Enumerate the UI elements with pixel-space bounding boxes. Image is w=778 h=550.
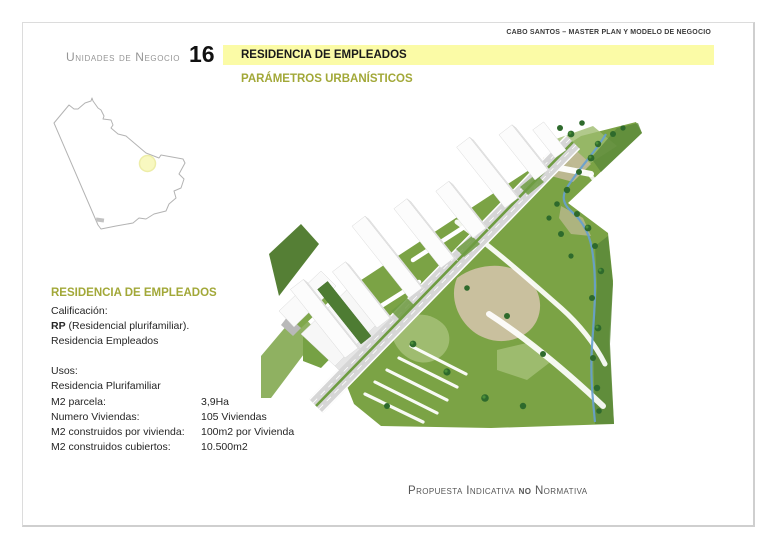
location-map [41, 93, 196, 238]
table-row [51, 395, 381, 410]
document-page [22, 22, 755, 527]
slide-number: 16 [189, 41, 215, 67]
calificacion-label: Calificación: [51, 305, 108, 317]
disclaimer [408, 485, 587, 497]
param-label: M2 parcela: [51, 396, 106, 408]
site-description-title: RESIDENCIA DE EMPLEADOS [51, 287, 217, 299]
section-label: Unidades de Negocio [66, 50, 181, 64]
disclaimer-post: Normativa [531, 485, 588, 497]
site-location-marker-icon [140, 156, 156, 172]
param-label: M2 construidos cubiertos: [51, 441, 171, 453]
region-outline-icon [54, 98, 185, 229]
disclaimer-pre: Propuesta Indicativa [408, 485, 519, 497]
spacer [51, 349, 286, 364]
table-row [51, 440, 381, 455]
master-plan-3d-render [261, 106, 651, 431]
calificacion-name: Residencia Empleados [51, 335, 159, 347]
table-row [51, 425, 381, 440]
site-description [51, 286, 286, 394]
calificacion-value [51, 319, 286, 334]
disclaimer-bold: no [518, 485, 532, 497]
param-value: 3,9Ha [201, 396, 230, 408]
param-value: 100m2 por Vivienda [201, 426, 295, 438]
param-label: Numero Viviendas: [51, 411, 140, 423]
usos-value: Residencia Plurifamiliar [51, 380, 161, 392]
table-row [51, 410, 381, 425]
calificacion-text: (Residencial plurifamiliar). [65, 320, 190, 332]
param-label: M2 construidos por vivienda: [51, 426, 185, 438]
usos-label: Usos: [51, 365, 78, 377]
page-title: RESIDENCIA DE EMPLEADOS [223, 45, 714, 65]
page-subtitle: PARÁMETROS URBANÍSTICOS [241, 73, 413, 85]
calificacion-code: RP [51, 320, 66, 332]
document-header-title: CABO SANTOS – MASTER PLAN Y MODELO DE NEGOCIO [506, 29, 711, 36]
parameters-table [51, 395, 381, 455]
param-value: 10.500m2 [201, 441, 248, 453]
param-value: 105 Viviendas [201, 411, 267, 423]
